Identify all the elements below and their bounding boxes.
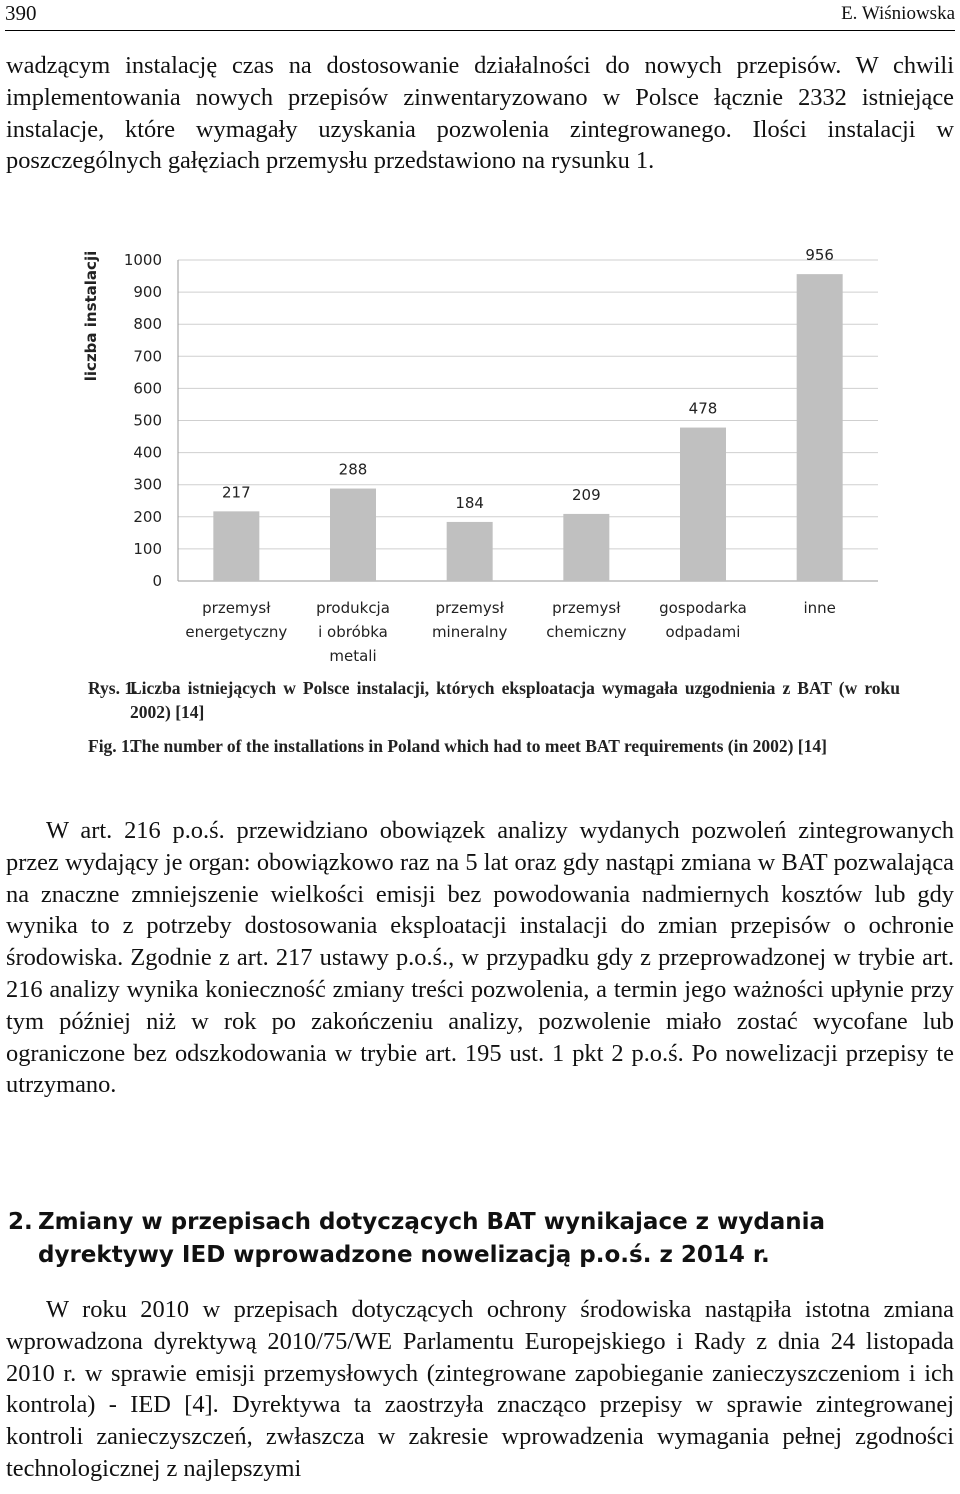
- bar: [797, 274, 843, 581]
- bar-value-label: 956: [805, 246, 834, 265]
- section-number: 2.: [8, 1209, 33, 1235]
- caption-en-label: Fig. 1.: [88, 736, 135, 756]
- bar-value-label: 217: [222, 483, 251, 502]
- bar-value-label: 184: [455, 493, 484, 512]
- x-category-label: i obróbka: [318, 623, 388, 641]
- y-tick-label: 1000: [123, 251, 162, 269]
- bar-value-label: 288: [338, 460, 368, 479]
- caption-en-text: The number of the installations in Poland which had to meet BAT requirements (in 2002) [14]: [130, 736, 827, 756]
- page-header: [5, 0, 955, 31]
- paragraph-intro: wadzącym instalację czas na dostosowanie działalności do nowych przepisów. W chwili implementowania nowych przepisów zinwentaryzowano w Polsce łącznie 2332 istniejące instalacje, które wymagały uzyskania pozwolenia zintegrowanego. Ilości instalacji w poszczególnych gałęziach przemysłu przedstawiono na rysunku 1.: [6, 52, 954, 175]
- y-tick-label: 600: [133, 379, 162, 398]
- x-category-label: chemiczny: [546, 623, 627, 641]
- x-category-label: metali: [329, 647, 377, 665]
- x-category-label: gospodarka: [659, 599, 747, 617]
- bar: [447, 522, 493, 581]
- section-title: Zmiany w przepisach dotyczących BAT wynikajace z wydania dyrektywy IED wprowadzone nowelizacją p.o.ś. z 2014 r.: [38, 1209, 826, 1268]
- page-number: 390: [5, 1, 37, 25]
- bar: [680, 428, 726, 581]
- x-category-label: przemysł: [202, 599, 271, 617]
- bar-chart: [70, 240, 890, 670]
- paragraph-ied: W roku 2010 w przepisach dotyczących ochrony środowiska nastąpiła istotna zmiana wprowadzona dyrektywą 2010/75/WE Parlamentu Europejskiego i Rady z dnia 24 listopada 2010 r. w sprawie emisji przemysłowych (zintegrowane zapobieganie zanieczyszczeniom i ich kontrola) - IED [4]. Dyrektywa ta zaostrzyła znacząco przepisy w sprawie zintegrowanej kontroli zanieczyszczeń, zwłaszcza w zakresie wprowadzenia wymagania pełnej zgodności technologicznej z najlepszymi: [6, 1296, 954, 1482]
- bar: [213, 511, 259, 581]
- x-category-label: przemysł: [552, 599, 621, 617]
- x-category-label: produkcja: [316, 599, 390, 617]
- y-tick-label: 300: [133, 475, 162, 494]
- y-tick-label: 500: [133, 411, 162, 430]
- bar: [563, 514, 609, 581]
- figure-caption-pl: [88, 676, 900, 726]
- y-tick-label: 400: [133, 443, 162, 462]
- x-category-label: mineralny: [431, 623, 508, 641]
- y-tick-label: 100: [133, 539, 162, 558]
- y-axis-label: liczba instalacji: [82, 250, 100, 382]
- x-category-label: przemysł: [435, 599, 504, 617]
- x-category-label: inne: [803, 599, 836, 617]
- bar-value-label: 478: [688, 399, 718, 418]
- bar: [330, 489, 376, 581]
- figure-caption-en: [88, 734, 900, 784]
- y-tick-label: 900: [133, 283, 162, 302]
- paragraph-art-216: W art. 216 p.o.ś. przewidziano obowiązek analizy wydanych pozwoleń zintegrowanych przez wydający je organ: obowiązkowo raz na 5 lat oraz gdy nastąpi zmiana w BAT pozwalająca na znaczne zmniejszenie wielkości emisji bez powodowania nadmiernych kosztów lub gdy wynika to z potrzeby dostosowania eksploatacji instalacji do zmian przepisów o ochronie środowiska. Zgodnie z art. 217 ustawy p.o.ś., w przypadku gdy z przeprowadzonej w trybie art. 216 analizy wynika konieczność zmiany treści pozwolenia, a termin jego ważności upłynie przy tym później niż w rok po zakończeniu analizy, pozwolenie miało zostać wycofane lub ograniczone bez odszkodowania w trybie art. 195 ust. 1 pkt 2 p.o.ś. Po nowelizacji przepisy te utrzymano.: [6, 817, 954, 1099]
- caption-pl-text: Liczba istniejących w Polsce instalacji, których eksploatacja wymagała uzgodnienia z BAT (w roku 2002) [14]: [130, 678, 900, 722]
- running-head-author: E. Wiśniowska: [841, 3, 955, 24]
- y-tick-label: 200: [133, 507, 162, 526]
- caption-pl-label: Rys. 1.: [88, 678, 138, 698]
- y-tick-label: 700: [133, 347, 162, 366]
- y-tick-label: 0: [152, 572, 162, 590]
- x-category-label: odpadami: [665, 623, 741, 641]
- bar-value-label: 209: [572, 485, 601, 504]
- y-tick-label: 800: [133, 315, 162, 334]
- x-category-label: energetyczny: [185, 623, 288, 641]
